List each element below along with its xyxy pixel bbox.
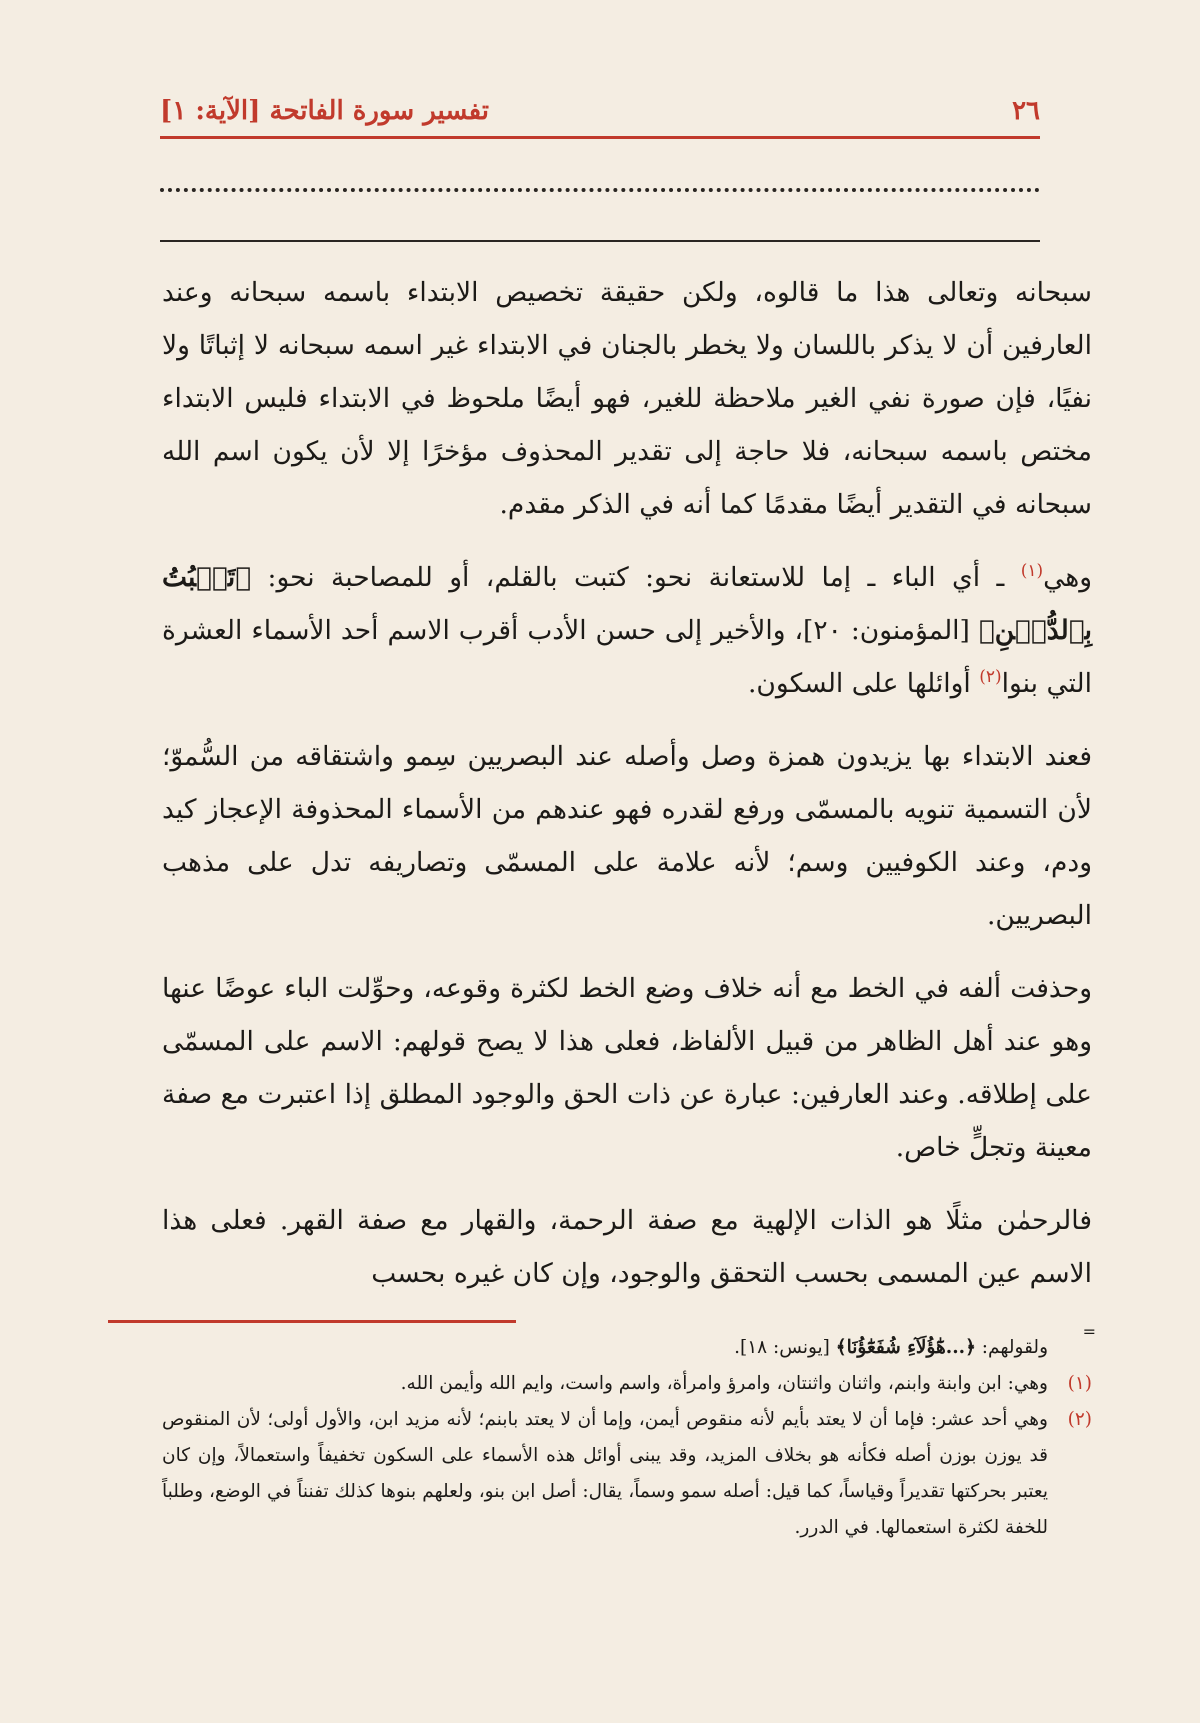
continuation-text-b: [يونس: ١٨].	[734, 1337, 836, 1358]
paragraph-2-start: وهي	[1043, 562, 1092, 593]
footnotes	[162, 1322, 1096, 1546]
footnote-2	[162, 1402, 1092, 1546]
continuation-quran: ﴿...هَٰٓؤُلَآءِ شُفَعَٰٓؤُنَا﴾	[835, 1337, 976, 1358]
footnote-1-text: وهي: ابن وابنة وابنم، واثنان واثنتان، وامرؤ وامرأة، واسم واست، وايم الله وأيمن الله.	[400, 1373, 1048, 1394]
page-number: ٢٦	[1012, 96, 1040, 126]
continuation-text-a: ولقولهم:	[975, 1337, 1048, 1358]
footnote-ref-1[interactable]: (١)	[1020, 561, 1044, 582]
footnote-rule	[108, 1320, 516, 1323]
footnote-2-text: وهي أحد عشر: فإما أن لا يعتد بأيم لأنه منقوص أيمن، وإما أن لا يعتد بابنم؛ لأنه مزيد ابن، والأول أولى؛ لأن المنقوص قد يوزن بوزن أصله فكأنه هو بخلاف المزيد، وقد يبنى أوائل هذه الأسماء على السكون تخفيفاً واستعمالاً، وإن كان يعتبر بحركتها تقديراً وقياساً، كما قيل: أصله سمو وسماً، يقال: أصل ابن بنو، ولعلهم بنوها كذلك تفنناً في الوضع، وطلباً للخفة لكثرة استعمالها. في الدرر.	[162, 1409, 1048, 1538]
footnote-1-number: (١)	[1067, 1373, 1092, 1394]
running-title: تفسير سورة الفاتحة [الآية: ١]	[160, 96, 489, 126]
paragraph-5: فالرحمٰن مثلًا هو الذات الإلهية مع صفة الرحمة، والقهار مع صفة القهر. فعلى هذا الاسم عين المسمى بحسب التحقق والوجود، وإن كان غيره بحسب	[162, 1205, 1092, 1289]
footnote-ref-2[interactable]: (٢)	[979, 667, 1002, 688]
paragraph-2-text-a: ـ أي الباء ـ إما للاستعانة نحو: كتبت بالقلم، أو للمصاحبة نحو:	[267, 562, 1021, 593]
continuation-mark: =	[1082, 1322, 1096, 1341]
header-rule	[160, 136, 1040, 139]
footnote-1	[162, 1366, 1092, 1402]
running-header	[160, 96, 1040, 126]
quran-quote: ﴿تَنۢبُتُ بِٱلدُّهۡنِ﴾	[162, 562, 1093, 646]
main-text	[162, 266, 1092, 1300]
solid-separator	[160, 240, 1040, 242]
paragraph-2	[162, 551, 1092, 710]
paragraph-1: سبحانه وتعالى هذا ما قالوه، ولكن حقيقة تخصيص الابتداء باسمه سبحانه وعند العارفين أن لا يذكر باللسان ولا يخطر بالجنان في الابتداء غير اسمه سبحانه لا إثباتًا ولا نفيًا، فإن صورة نفي الغير ملاحظة للغير، فهو أيضًا ملحوظ في الابتداء فليس الابتداء مختص باسمه سبحانه، فلا حاجة إلى تقدير المحذوف مؤخرًا إلا لأن يكون اسم الله سبحانه في التقدير أيضًا مقدمًا كما أنه في الذكر مقدم.	[162, 277, 1092, 520]
paragraph-2-text-b: [المؤمنون: ٢٠]، والأخير إلى حسن الأدب أقرب الاسم أحد الأسماء العشرة التي بنوا	[162, 615, 1092, 699]
paragraph-4: وحذفت ألفه في الخط مع أنه خلاف وضع الخط لكثرة وقوعه، وحوِّلت الباء عوضًا عنها وهو عند أهل الظاهر من قبيل الألفاظ، فعلى هذا لا يصح قولهم: الاسم على المسمّى على إطلاقه. وعند العارفين: عبارة عن ذات الحق والوجود المطلق إذا اعتبرت مع صفة معينة وتجلٍّ خاص.	[162, 973, 1092, 1163]
footnote-2-number: (٢)	[1067, 1409, 1092, 1430]
footnote-continuation	[162, 1322, 1096, 1366]
paragraph-2-end: أوائلها على السكون.	[748, 668, 980, 699]
dotted-separator	[160, 188, 1040, 192]
paragraph-3: فعند الابتداء بها يزيدون همزة وصل وأصله عند البصريين سِمو واشتقاقه من السُّموّ؛ لأن التسمية تنويه بالمسمّى ورفع لقدره فهو عندهم من الأسماء المحذوفة الإعجاز كيد ودم، وعند الكوفيين وسم؛ لأنه علامة على المسمّى وتصاريفه تدل على مذهب البصريين.	[162, 741, 1092, 931]
